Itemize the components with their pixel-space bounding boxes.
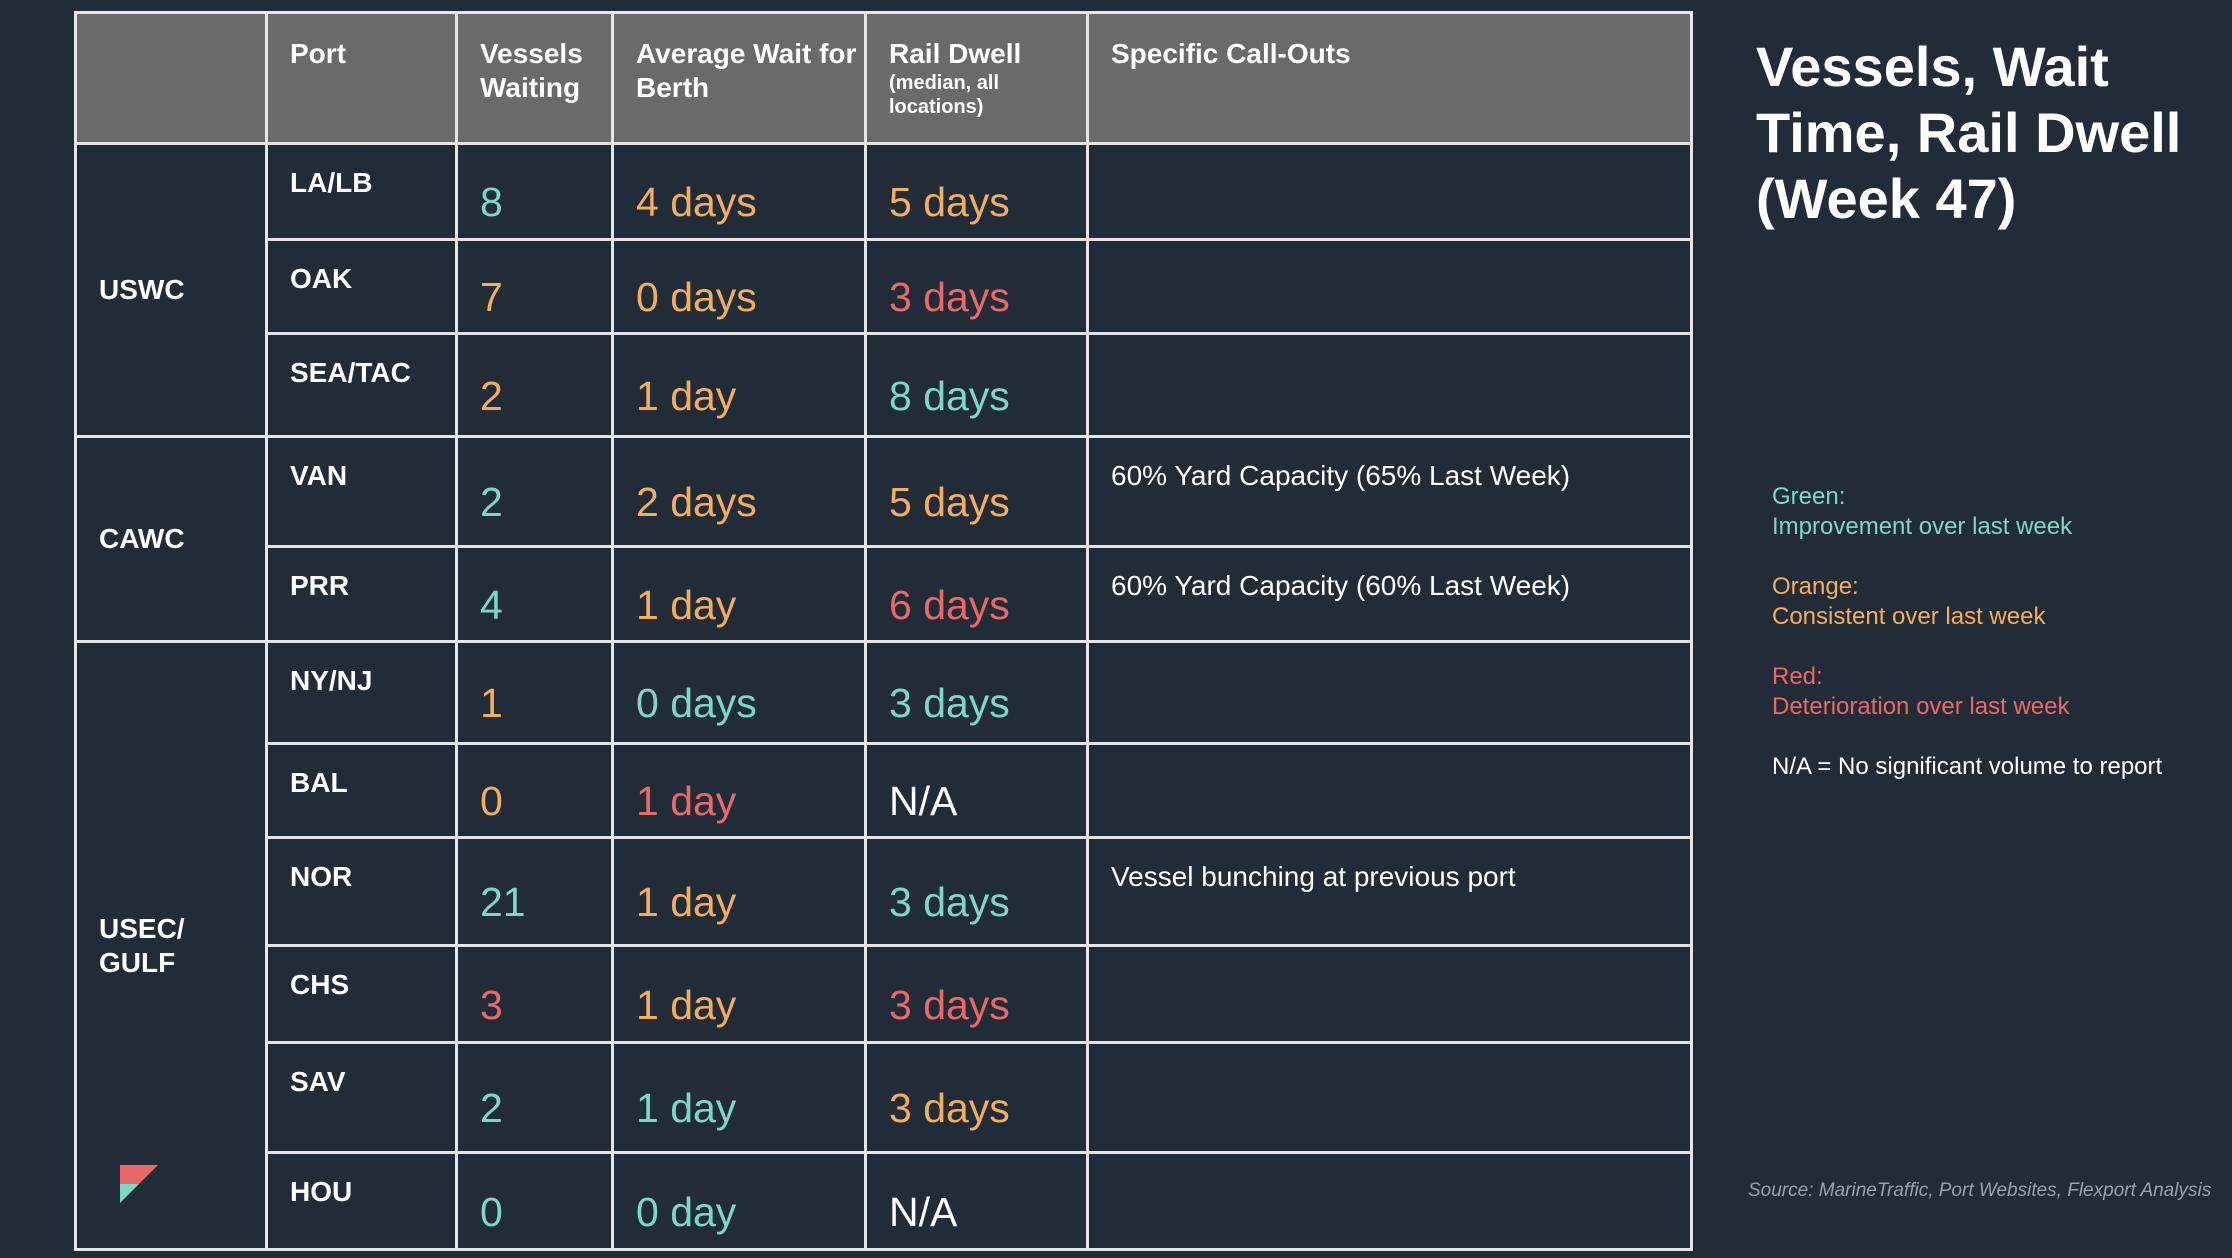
vessels-waiting: 0 — [457, 1153, 613, 1250]
rail-dwell: 3 days — [866, 642, 1088, 744]
table-row — [76, 144, 1692, 240]
callout — [1088, 946, 1692, 1043]
callout — [1088, 240, 1692, 334]
table-row — [76, 744, 1692, 838]
legend-red — [1772, 662, 2222, 722]
vessels-waiting: 3 — [457, 946, 613, 1043]
port-name: OAK — [267, 240, 457, 334]
avg-wait: 1 day — [613, 1043, 866, 1153]
vessels-waiting: 4 — [457, 547, 613, 642]
header-rail — [866, 13, 1088, 144]
region-cawc: CAWC — [76, 437, 267, 642]
vessels-waiting: 1 — [457, 642, 613, 744]
flexport-logo-icon — [120, 1165, 158, 1203]
port-name: NOR — [267, 838, 457, 946]
region-uswc: USWC — [76, 144, 267, 437]
rail-dwell: 8 days — [866, 334, 1088, 437]
callout: Vessel bunching at previous port — [1088, 838, 1692, 946]
avg-wait: 2 days — [613, 437, 866, 547]
legend-red-label: Red: — [1772, 663, 1823, 690]
source-note: Source: MarineTraffic, Port Websites, Flexport Analysis — [1748, 1180, 2212, 1201]
legend-orange-desc: Consistent over last week — [1772, 603, 2046, 630]
legend-green-label: Green: — [1772, 483, 1846, 510]
rail-dwell: N/A — [866, 744, 1088, 838]
port-name: NY/NJ — [267, 642, 457, 744]
vessels-waiting: 21 — [457, 838, 613, 946]
port-name: BAL — [267, 744, 457, 838]
avg-wait: 0 day — [613, 1153, 866, 1250]
port-name: HOU — [267, 1153, 457, 1250]
rail-dwell: 3 days — [866, 1043, 1088, 1153]
callout — [1088, 1153, 1692, 1250]
avg-wait: 1 day — [613, 946, 866, 1043]
header-vessels: Vessels Waiting — [457, 13, 613, 144]
avg-wait: 1 day — [613, 744, 866, 838]
rail-dwell: 5 days — [866, 144, 1088, 240]
table-row — [76, 1153, 1692, 1250]
callout — [1088, 744, 1692, 838]
port-name: LA/LB — [267, 144, 457, 240]
avg-wait: 1 day — [613, 547, 866, 642]
port-name: SEA/TAC — [267, 334, 457, 437]
table-row — [76, 334, 1692, 437]
table-row — [76, 547, 1692, 642]
header-rail-label: Rail Dwell — [889, 38, 1022, 69]
table-row — [76, 642, 1692, 744]
table-row — [76, 946, 1692, 1043]
vessels-waiting: 8 — [457, 144, 613, 240]
legend-orange — [1772, 572, 2222, 632]
legend-na-note: N/A = No significant volume to report — [1772, 753, 2163, 780]
header-region — [76, 13, 267, 144]
callout — [1088, 334, 1692, 437]
avg-wait: 1 day — [613, 838, 866, 946]
legend — [1772, 482, 2222, 812]
port-metrics-table — [74, 11, 1693, 1251]
rail-dwell: N/A — [866, 1153, 1088, 1250]
vessels-waiting: 2 — [457, 437, 613, 547]
table-header-row — [76, 13, 1692, 144]
rail-dwell: 5 days — [866, 437, 1088, 547]
header-callouts: Specific Call-Outs — [1088, 13, 1692, 144]
port-name: CHS — [267, 946, 457, 1043]
avg-wait: 0 days — [613, 240, 866, 334]
rail-dwell: 6 days — [866, 547, 1088, 642]
legend-orange-label: Orange: — [1772, 573, 1859, 600]
legend-red-desc: Deterioration over last week — [1772, 693, 2070, 720]
vessels-waiting: 2 — [457, 334, 613, 437]
rail-dwell: 3 days — [866, 838, 1088, 946]
callout — [1088, 642, 1692, 744]
callout: 60% Yard Capacity (60% Last Week) — [1088, 547, 1692, 642]
page-title: Vessels, Wait Time, Rail Dwell (Week 47) — [1756, 35, 2182, 230]
port-name: SAV — [267, 1043, 457, 1153]
vessels-waiting: 7 — [457, 240, 613, 334]
callout — [1088, 1043, 1692, 1153]
header-port: Port — [267, 13, 457, 144]
header-rail-sub: (median, all locations) — [889, 72, 1000, 118]
port-name: VAN — [267, 437, 457, 547]
vessels-waiting: 2 — [457, 1043, 613, 1153]
vessels-waiting: 0 — [457, 744, 613, 838]
table-row — [76, 437, 1692, 547]
table-row — [76, 1043, 1692, 1153]
callout — [1088, 144, 1692, 240]
avg-wait: 0 days — [613, 642, 866, 744]
avg-wait: 4 days — [613, 144, 866, 240]
avg-wait: 1 day — [613, 334, 866, 437]
legend-green — [1772, 482, 2222, 542]
rail-dwell: 3 days — [866, 240, 1088, 334]
table-row — [76, 240, 1692, 334]
port-name: PRR — [267, 547, 457, 642]
region-usec-gulf: USEC/ GULF — [76, 642, 267, 1250]
legend-green-desc: Improvement over last week — [1772, 513, 2073, 540]
callout: 60% Yard Capacity (65% Last Week) — [1088, 437, 1692, 547]
rail-dwell: 3 days — [866, 946, 1088, 1043]
header-wait: Average Wait for Berth — [613, 13, 866, 144]
table-row — [76, 838, 1692, 946]
